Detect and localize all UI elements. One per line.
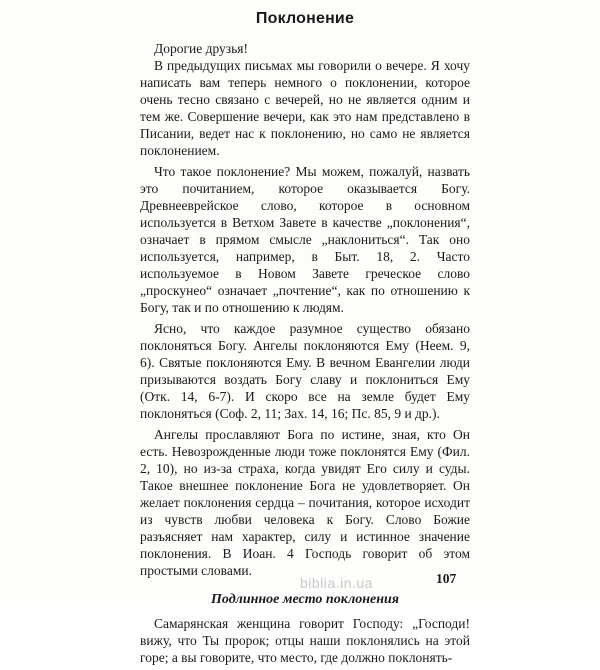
watermark: biblia.in.ua [300,575,373,591]
text-block [140,8,470,670]
paragraph-3: Ясно, что каждое разумное существо обязано поклоняться Богу. Ангелы поклоняются Ему (Неем. 9, 6). Святые поклоняются Ему. В вечном Евангелии люди призываются воздать Богу славу и поклониться Ему (Отк. 14, 6-7). И скоро все на земле будет Ему поклоняться (Соф. 2, 11; Зах. 14, 16; Пс. 85, 9 и др.). [140,321,470,421]
section-title: Подлинное место поклонения [210,592,400,607]
section-paragraph-1: Самарянская женщина говорит Господу: „Господи! вижу, что Ты пророк; отцы наши поклонялись на этой горе; а вы говорите, что место, где должно поклонять- [140,616,470,665]
paragraph-2: Что такое поклонение? Мы можем, пожалуй, назвать это почитанием, которое оказывается Богу. Древнееврейское слово, которое в основном используется в Ветхом Завете в качестве „поклонения“, означает в прямом смысле „наклониться“. Так оно используется, например, в Быт. 18, 2. Часто используемое в Новом Завете греческое слово „проскунео“ означает „почтение“, как по отношению к Богу, так и по отношению к людям. [140,164,470,315]
page-number: 107 [436,571,457,586]
chapter-title: Поклонение [255,10,355,27]
greeting: Дорогие друзья! [154,41,248,56]
paragraph-1: В предыдущих письмах мы говорили о вечере. Я хочу написать вам теперь немного о поклонении, которое очень тесно связано с вечерей, но не является одним и тем же. Совершение вечери, как это нам представлено в Писании, ведет нас к поклонению, но само не является поклонением. [140,58,470,158]
paragraph-4: Ангелы прославляют Бога по истине, зная, кто Он есть. Невозрожденные люди тоже поклонятся Ему (Фил. 2, 10), но из-за страха, когда увидят Его силу и суды. Такое внешнее поклонение Бога не удовлетворяет. Он желает поклонения сердца – почитания, которое исходит из чувств любви человека к Богу. Слово Божие разъясняет нам характер, силу и истинное значение поклонения. В Иоан. 4 Господь говорит об этом простыми словами. [140,427,470,578]
